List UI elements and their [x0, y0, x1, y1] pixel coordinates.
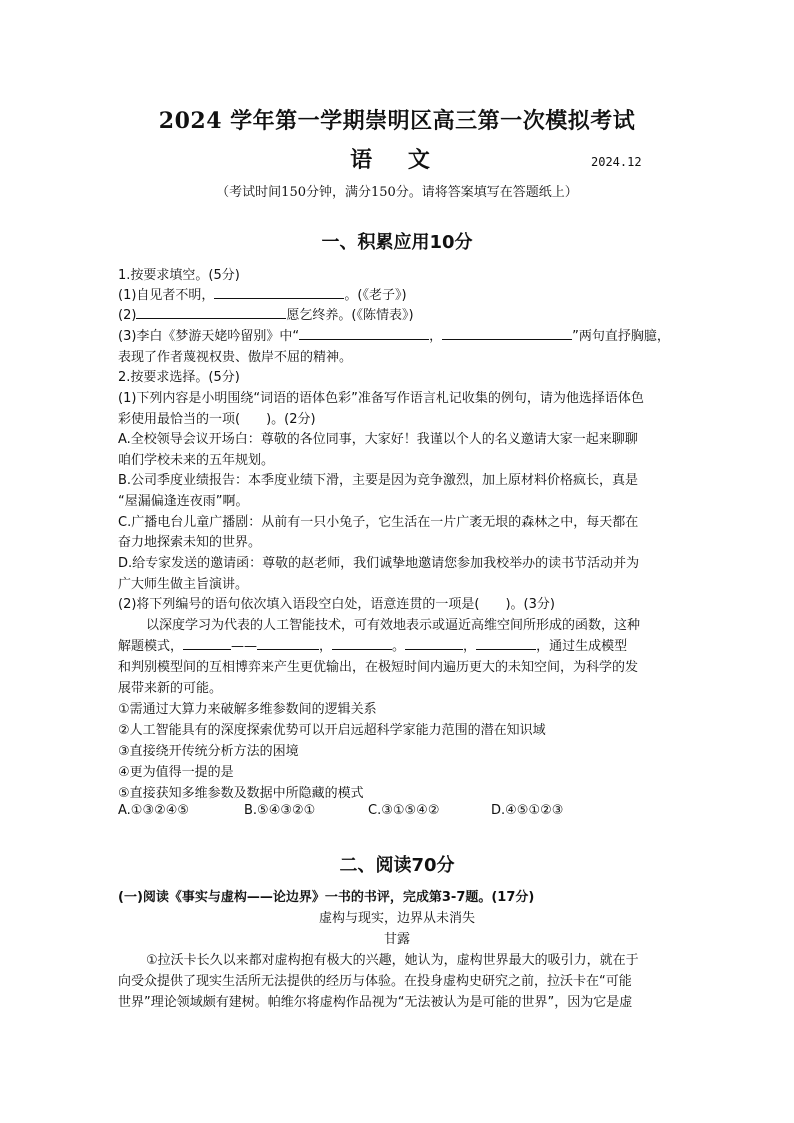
q2-1-option-d-2: 广大师生做主旨演讲。 [118, 577, 249, 592]
q1-item-1 [118, 284, 407, 303]
sentence-4: ④更为值得一提的是 [118, 765, 234, 780]
q2-stem: 2.按要求选择。(5分) [118, 370, 240, 385]
q2-1-prompt-2: 彩使用最恰当的一项( )。(2分) [118, 412, 316, 427]
q1-2-source: 愿乞终养。(《陈情表》) [286, 308, 414, 323]
subject-title: 语 文 [350, 147, 444, 173]
sentence-5: ⑤直接获知多维参数及数据中所隐藏的模式 [118, 786, 364, 801]
q2-1-option-a-2: 咱们学校未来的五年规划。 [118, 453, 275, 468]
article-paragraph-3: 世界”理论领域颇有建树。帕维尔将虚构作品视为“无法被认为是可能的世界”，因为它是虚 [118, 995, 633, 1010]
q2-1-option-c-2: 奋力地探索未知的世界。 [118, 535, 262, 550]
q1-stem: 1.按要求填空。(5分) [118, 268, 240, 283]
choice-b: B.⑤④③②① [244, 803, 316, 818]
section-2-heading: 二、阅读70分 [339, 855, 455, 876]
answer-blank[interactable] [214, 286, 344, 299]
q1-2-text: (2) [118, 308, 137, 323]
q1-1-text: (1)自见者不明， [118, 288, 215, 303]
para-comma: ， [463, 639, 477, 654]
exam-date: 2024.12 [591, 155, 642, 169]
reading-part-1-instructions: (一)阅读《事实与虚构——论边界》一书的书评，完成第3-7题。(17分) [118, 890, 535, 905]
sentence-3: ③直接绕开传统分析方法的困境 [118, 744, 299, 759]
section-1-heading: 一、积累应用10分 [321, 232, 473, 253]
choice-d: D.④⑤①②③ [491, 803, 564, 818]
answer-blank[interactable] [183, 637, 231, 650]
answer-blank[interactable] [136, 306, 286, 319]
answer-blank[interactable] [405, 637, 463, 650]
answer-blank[interactable] [476, 637, 536, 650]
q1-item-3 [118, 325, 670, 344]
answer-blank[interactable] [332, 637, 392, 650]
q2-2-paragraph-3: 和判别模型间的互相博弈来产生更优输出，在极短时间内遍历更大的未知空间，为科学的发 [118, 660, 639, 675]
q2-1-option-c-1: C.广播电台儿童广播剧：从前有一只小兔子，它生活在一片广袤无垠的森林之中，每天都在 [118, 515, 639, 530]
sentence-2: ②人工智能具有的深度探索优势可以开启远超科学家能力范围的潜在知识域 [118, 723, 546, 738]
exam-note: （考试时间150分钟，满分150分。请将答案填写在答题纸上） [216, 185, 578, 200]
sentence-1: ①需通过大算力来破解多维参数间的逻辑关系 [118, 702, 377, 717]
para-text: 解题模式， [118, 639, 184, 654]
choice-c: C.③①⑤④② [368, 803, 440, 818]
article-paragraph-1: ①拉沃卡长久以来都对虚构抱有极大的兴趣，她认为，虚构世界最大的吸引力，就在于 [146, 953, 639, 968]
para-comma: ， [319, 639, 333, 654]
q1-3-text: (3)李白《梦游天姥吟留别》中“ [118, 329, 300, 344]
answer-blank[interactable] [257, 637, 319, 650]
q1-1-source: 。(《老子》) [344, 288, 407, 303]
article-paragraph-2: 向受众提供了现实生活所无法提供的经历与体验。在投身虚构史研究之前，拉沃卡在“可能 [118, 974, 632, 989]
q1-3-cont: 表现了作者蔑视权贵、傲岸不屈的精神。 [118, 350, 353, 365]
exam-title: 2024 学年第一学期崇明区高三第一次模拟考试 [158, 108, 636, 134]
para-period: 。 [392, 639, 406, 654]
q2-1-option-b-2: “屋漏偏逢连夜雨”啊。 [118, 494, 249, 509]
article-title: 虚构与现实，边界从未消失 [318, 911, 475, 926]
para-dash: —— [231, 639, 258, 654]
q2-2-prompt: (2)将下列编号的语句依次填入语段空白处，语意连贯的一项是( )。(3分) [118, 597, 555, 612]
answer-blank[interactable] [442, 327, 572, 340]
para-tail: ，通过生成模型 [536, 639, 628, 654]
q2-1-option-d-1: D.给专家发送的邀请函：尊敬的赵老师，我们诚挚地邀请您参加我校举办的读书节活动并为 [118, 556, 640, 571]
q2-1-option-b-1: B.公司季度业绩报告：本季度业绩下滑，主要是因为竞争激烈，加上原材料价格疯长，真是 [118, 473, 639, 488]
q2-1-prompt-1: (1)下列内容是小明围绕“词语的语体色彩”准备写作语言札记收集的例句，请为他选择语体色 [118, 391, 644, 406]
q2-1-option-a-1: A.全校领导会议开场白：尊敬的各位同事，大家好！我谨以个人的名义邀请大家一起来聊聊 [118, 432, 638, 447]
answer-blank[interactable] [299, 327, 429, 340]
q2-2-paragraph-2 [118, 635, 627, 654]
article-author: 甘露 [383, 932, 410, 947]
q2-2-paragraph-1: 以深度学习为代表的人工智能技术，可有效地表示或逼近高维空间所形成的函数，这种 [146, 618, 641, 633]
q1-3-comma: ， [429, 329, 443, 344]
q1-3-tail: ”两句直抒胸臆， [572, 329, 670, 344]
q2-2-paragraph-4: 展带来新的可能。 [118, 681, 223, 696]
q1-item-2 [118, 304, 414, 323]
choice-a: A.①③②④⑤ [118, 803, 190, 818]
